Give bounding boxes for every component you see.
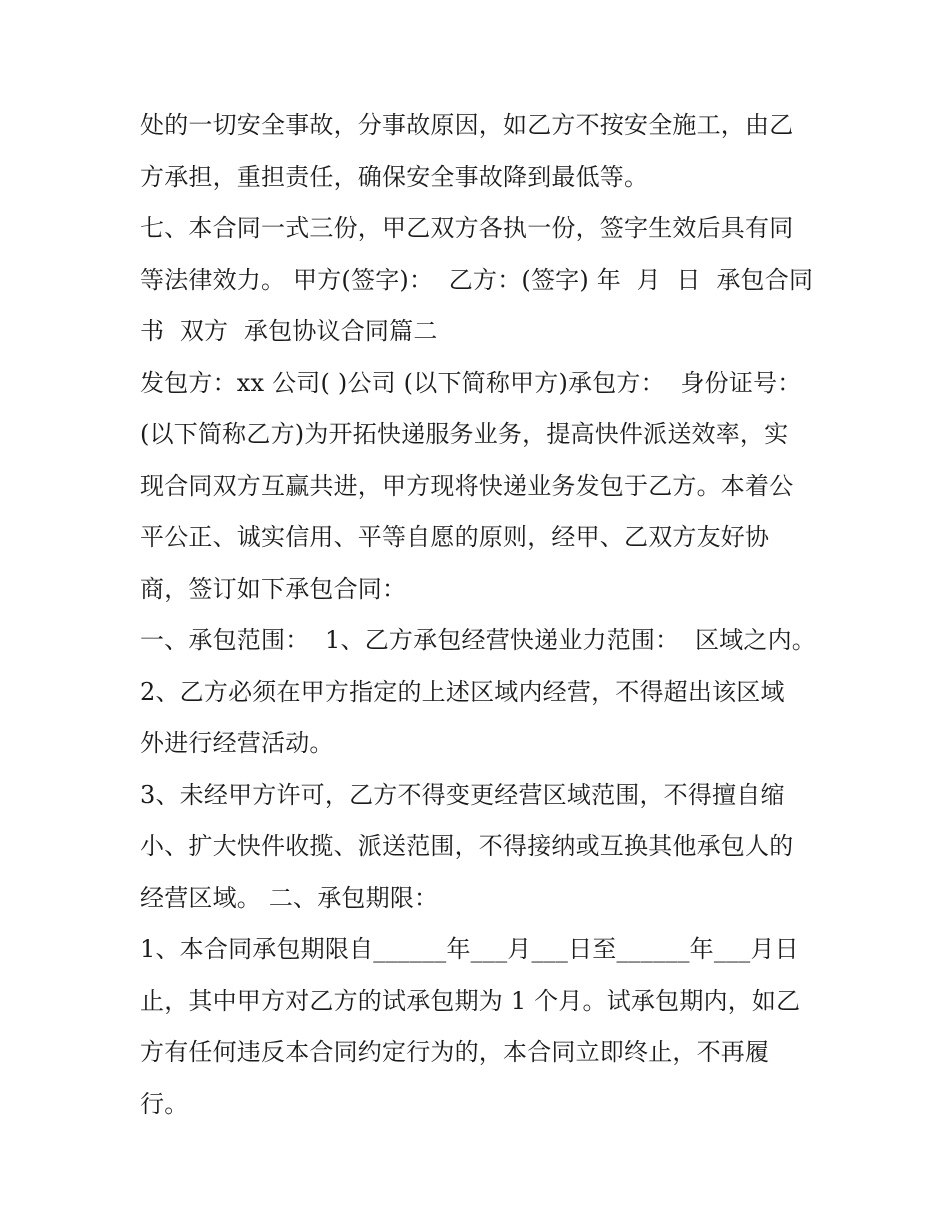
text-line: 等法律效力。 甲方(签字)： 乙方：(签字) 年 月 日 承包合同 bbox=[140, 265, 814, 294]
text-line: 发包方：xx 公司( )公司 (以下简称甲方)承包方： 身份证号： bbox=[140, 368, 802, 397]
text-line: 平公正、诚实信用、平等自愿的原则，经甲、乙双方友好协 bbox=[140, 523, 770, 551]
text-line: 方承担，重担责任，确保安全事故降到最低等。 bbox=[140, 162, 649, 191]
text-line: 外进行经营活动。 bbox=[140, 729, 334, 757]
text-line: 方有任何违反本合同约定行为的，本合同立即终止，不再履 bbox=[140, 1038, 770, 1066]
text-line: 1、本合同承包期限自______年___月___日至______年___月日 bbox=[140, 935, 799, 963]
text-line: 七、本合同一式三份，甲乙双方各执一份，签字生效后具有同 bbox=[140, 214, 794, 242]
text-line: 3、未经甲方许可，乙方不得变更经营区域范围，不得擅自缩 bbox=[140, 780, 785, 809]
text-line: 书 双方 承包协议合同篇二 bbox=[140, 317, 438, 345]
text-line: 2、乙方必须在甲方指定的上述区域内经营，不得超出该区域 bbox=[140, 677, 785, 706]
text-line: 一、承包范围： 1、乙方承包经营快递业力范围： 区域之内。 bbox=[140, 626, 816, 654]
contract-text bbox=[140, 100, 820, 1130]
text-line: 小、扩大快件收揽、派送范围，不得接纳或互换其他承包人的 bbox=[140, 832, 794, 860]
text-line: 商，签订如下承包合同： bbox=[140, 574, 407, 603]
text-line: 止，其中甲方对乙方的试承包期为 1 个月。试承包期内，如乙 bbox=[140, 986, 801, 1015]
text-line: 行。 bbox=[140, 1089, 189, 1118]
text-line: (以下简称乙方)为开拓快递服务业务，提高快件派送效率，实 bbox=[140, 420, 789, 448]
text-line: 现合同双方互赢共进，甲方现将快递业务发包于乙方。本着公 bbox=[140, 471, 794, 500]
text-line: 经营区域。 二、承包期限： bbox=[140, 883, 439, 912]
text-line: 处的一切安全事故，分事故原因，如乙方不按安全施工，由乙 bbox=[140, 111, 794, 139]
